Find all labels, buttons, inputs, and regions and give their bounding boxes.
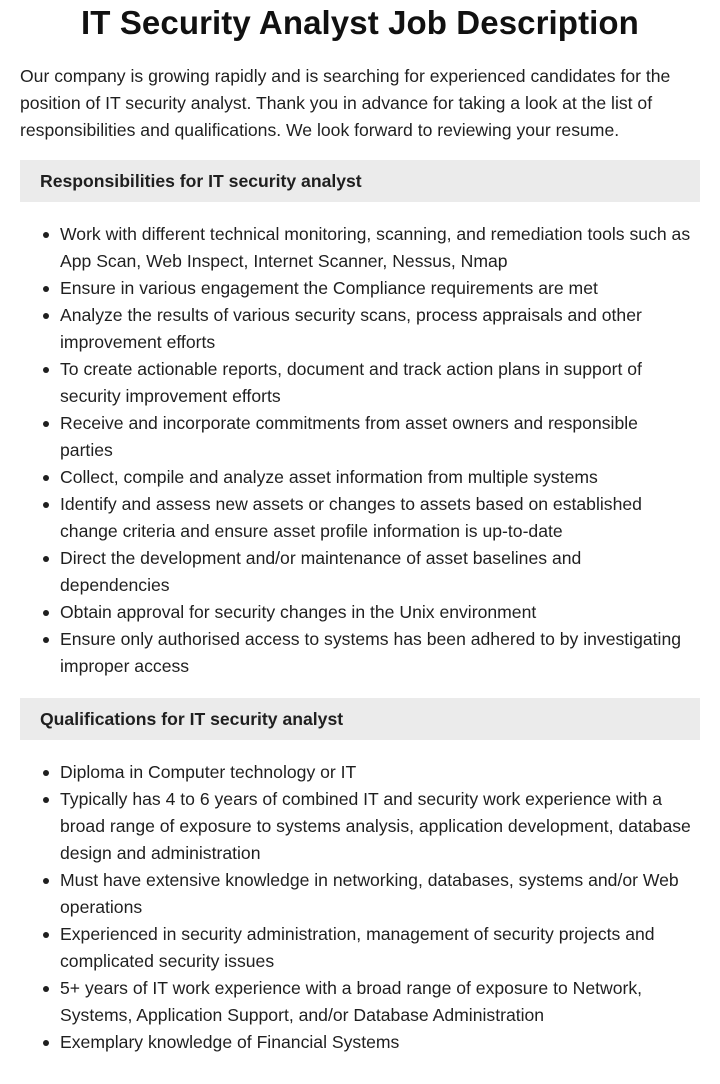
responsibility-item: Ensure in various engagement the Compliance requirements are met <box>60 275 700 302</box>
intro-paragraph: Our company is growing rapidly and is searching for experienced candidates for the position of IT security analyst. Thank you in advance for taking a look at the list of responsibilities and qualifications. We look forward to reviewing your resume. <box>20 66 671 140</box>
qualifications-heading: Qualifications for IT security analyst <box>20 698 700 740</box>
responsibility-item: Ensure only authorised access to systems has been adhered to by investigating improper access <box>60 626 700 680</box>
qualifications-list <box>20 759 700 1056</box>
qualification-item: Must have extensive knowledge in networking, databases, systems and/or Web operations <box>60 867 700 921</box>
responsibility-item: Receive and incorporate commitments from asset owners and responsible parties <box>60 410 700 464</box>
qualification-item: Experienced in security administration, management of security projects and complicated security issues <box>60 921 700 975</box>
responsibility-item: Collect, compile and analyze asset information from multiple systems <box>60 464 700 491</box>
page-title: IT Security Analyst Job Description <box>81 4 639 41</box>
responsibility-item: Obtain approval for security changes in the Unix environment <box>60 599 700 626</box>
responsibility-item: To create actionable reports, document and track action plans in support of security improvement efforts <box>60 356 700 410</box>
qualification-item: Diploma in Computer technology or IT <box>60 759 700 786</box>
responsibilities-list <box>20 221 700 680</box>
responsibility-item: Analyze the results of various security scans, process appraisals and other improvement efforts <box>60 302 700 356</box>
qualification-item: Typically has 4 to 6 years of combined IT and security work experience with a broad range of exposure to systems analysis, application development, database design and administration <box>60 786 700 867</box>
qualification-item: Exemplary knowledge of Financial Systems <box>60 1029 700 1056</box>
responsibility-item: Direct the development and/or maintenance of asset baselines and dependencies <box>60 545 700 599</box>
responsibility-item: Work with different technical monitoring, scanning, and remediation tools such as App Scan, Web Inspect, Internet Scanner, Nessus, Nmap <box>60 221 700 275</box>
responsibility-item: Identify and assess new assets or changes to assets based on established change criteria and ensure asset profile information is up-to-date <box>60 491 700 545</box>
responsibilities-heading: Responsibilities for IT security analyst <box>20 160 700 202</box>
qualification-item: 5+ years of IT work experience with a broad range of exposure to Network, Systems, Application Support, and/or Database Administration <box>60 975 700 1029</box>
